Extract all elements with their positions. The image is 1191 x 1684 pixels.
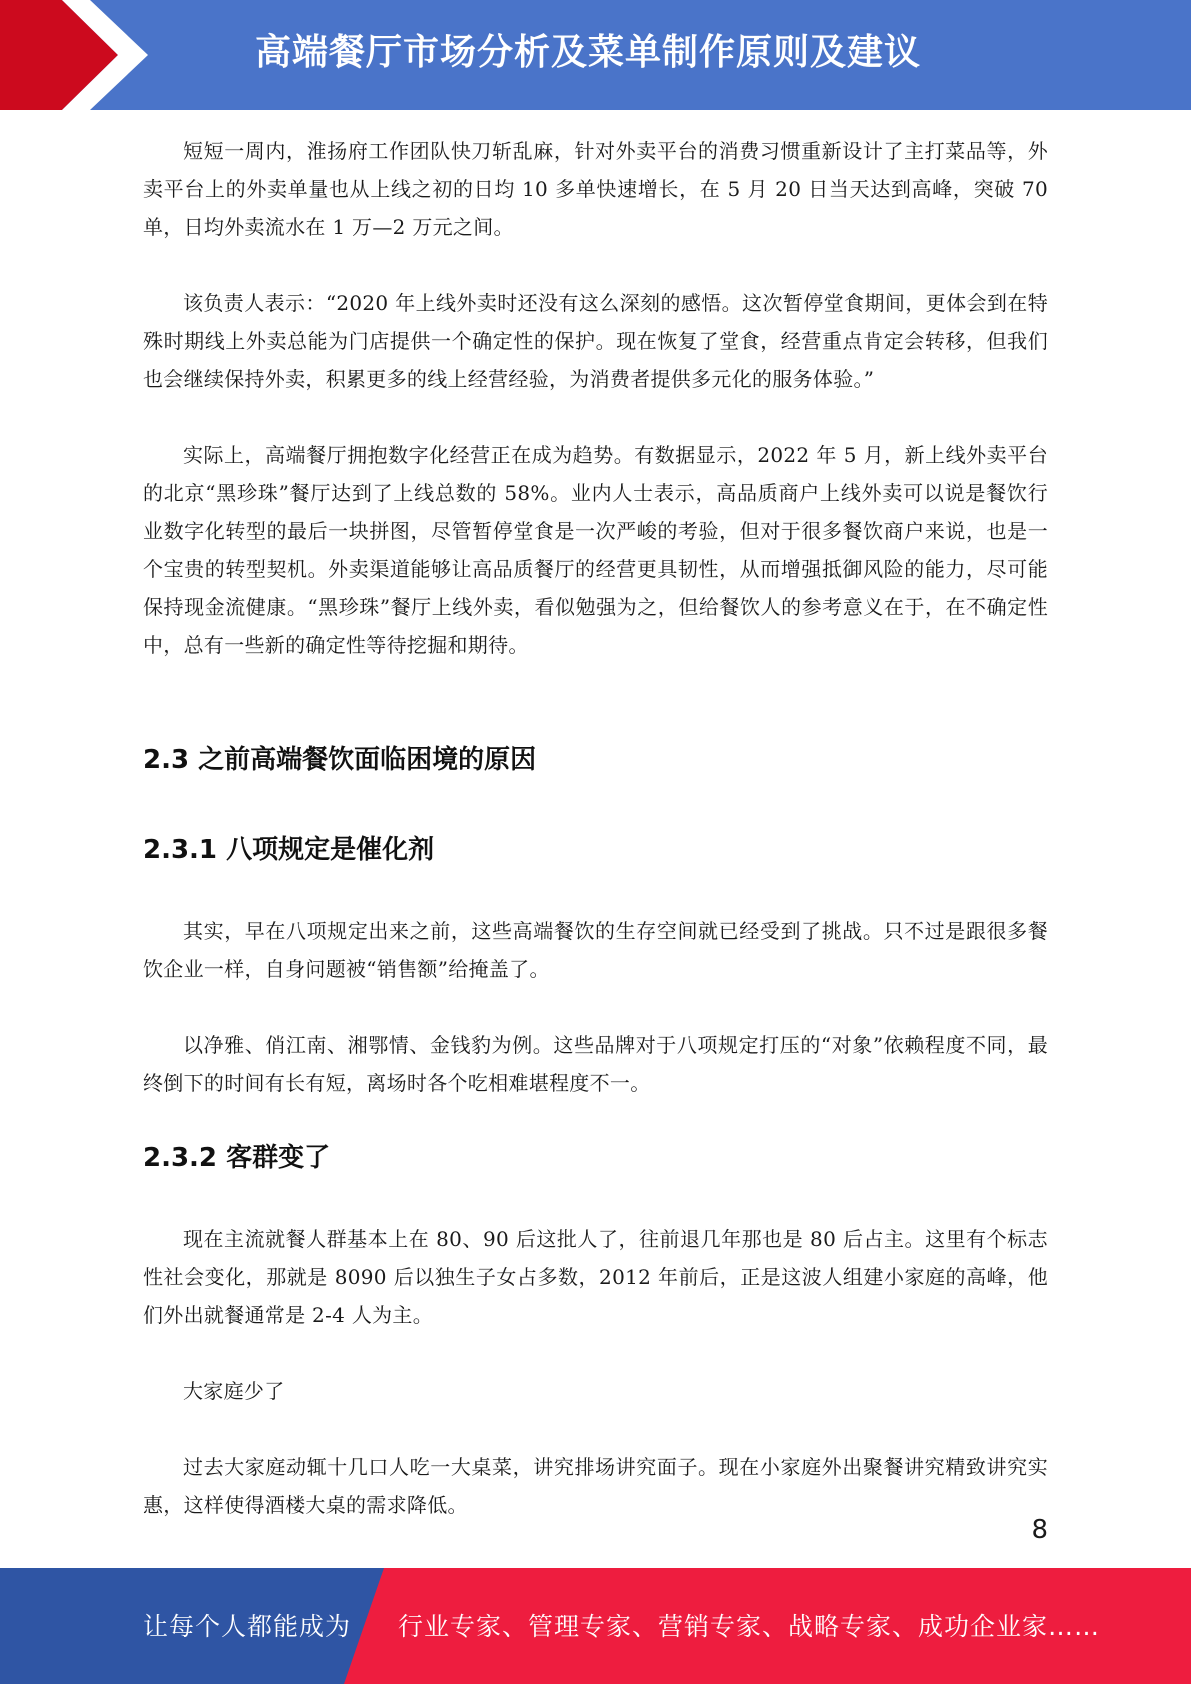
section-heading-2-3: 2.3 之前高端餐饮面临困境的原因 bbox=[143, 745, 537, 775]
page-footer bbox=[0, 1568, 1191, 1684]
section-heading-2-3-2: 2.3.2 客群变了 bbox=[143, 1143, 331, 1173]
paragraph: 现在主流就餐人群基本上在 80、90 后这批人了，往前退几年那也是 80 后占主。这里有个标志性社会变化，那就是 8090 后以独生子女占多数，2012 年前后，正是这波人组建小家庭的高峰，他们外出就餐通常是 2-4 人为主。 bbox=[143, 1227, 1048, 1327]
paragraph: 短短一周内，淮扬府工作团队快刀斩乱麻，针对外卖平台的消费习惯重新设计了主打菜品等，外卖平台上的外卖单量也从上线之初的日均 10 多单快速增长，在 5 月 20 日当天达到高峰，突破 70 单，日均外卖流水在 1 万—2 万元之间。 bbox=[143, 139, 1048, 239]
paragraph: 该负责人表示：“2020 年上线外卖时还没有这么深刻的感悟。这次暂停堂食期间，更体会到在特殊时期线上外卖总能为门店提供一个确定性的保护。现在恢复了堂食，经营重点肯定会转移，但我们也会继续保持外卖，积累更多的线上经营经验，为消费者提供多元化的服务体验。” bbox=[143, 291, 1048, 391]
document-title: 高端餐厅市场分析及菜单制作原则及建议 bbox=[254, 32, 921, 73]
paragraph: 实际上，高端餐厅拥抱数字化经营正在成为趋势。有数据显示，2022 年 5 月，新上线外卖平台的北京“黑珍珠”餐厅达到了上线总数的 58%。业内人士表示，高品质商户上线外卖可以说是餐饮行业数字化转型的最后一块拼图，尽管暂停堂食是一次严峻的考验，但对于很多餐饮商户来说，也是一个宝贵的转型契机。外卖渠道能够让高品质餐厅的经营更具韧性，从而增强抵御风险的能力，尽可能保持现金流健康。“黑珍珠”餐厅上线外卖，看似勉强为之，但给餐饮人的参考意义在于，在不确定性中，总有一些新的确定性等待挖掘和期待。 bbox=[143, 443, 1048, 657]
section-heading-2-3-1: 2.3.1 八项规定是催化剂 bbox=[143, 835, 435, 865]
paragraph-subheading: 大家庭少了 bbox=[183, 1379, 285, 1403]
paragraph: 以净雅、俏江南、湘鄂情、金钱豹为例。这些品牌对于八项规定打压的“对象”依赖程度不同，最终倒下的时间有长有短，离场时各个吃相难堪程度不一。 bbox=[143, 1033, 1048, 1095]
footer-slogan-right: 行业专家、管理专家、营销专家、战略专家、成功企业家…… bbox=[398, 1612, 1101, 1641]
footer-slogan-left: 让每个人都能成为 bbox=[143, 1612, 352, 1641]
page-number: 8 bbox=[1031, 1515, 1048, 1545]
page-content bbox=[143, 132, 1048, 1524]
page-header bbox=[0, 0, 1191, 110]
header-arrow-decoration bbox=[0, 0, 160, 110]
paragraph: 其实，早在八项规定出来之前，这些高端餐饮的生存空间就已经受到了挑战。只不过是跟很多餐饮企业一样，自身问题被“销售额”给掩盖了。 bbox=[143, 919, 1048, 981]
paragraph: 过去大家庭动辄十几口人吃一大桌菜，讲究排场讲究面子。现在小家庭外出聚餐讲究精致讲究实惠，这样使得酒楼大桌的需求降低。 bbox=[143, 1455, 1048, 1517]
